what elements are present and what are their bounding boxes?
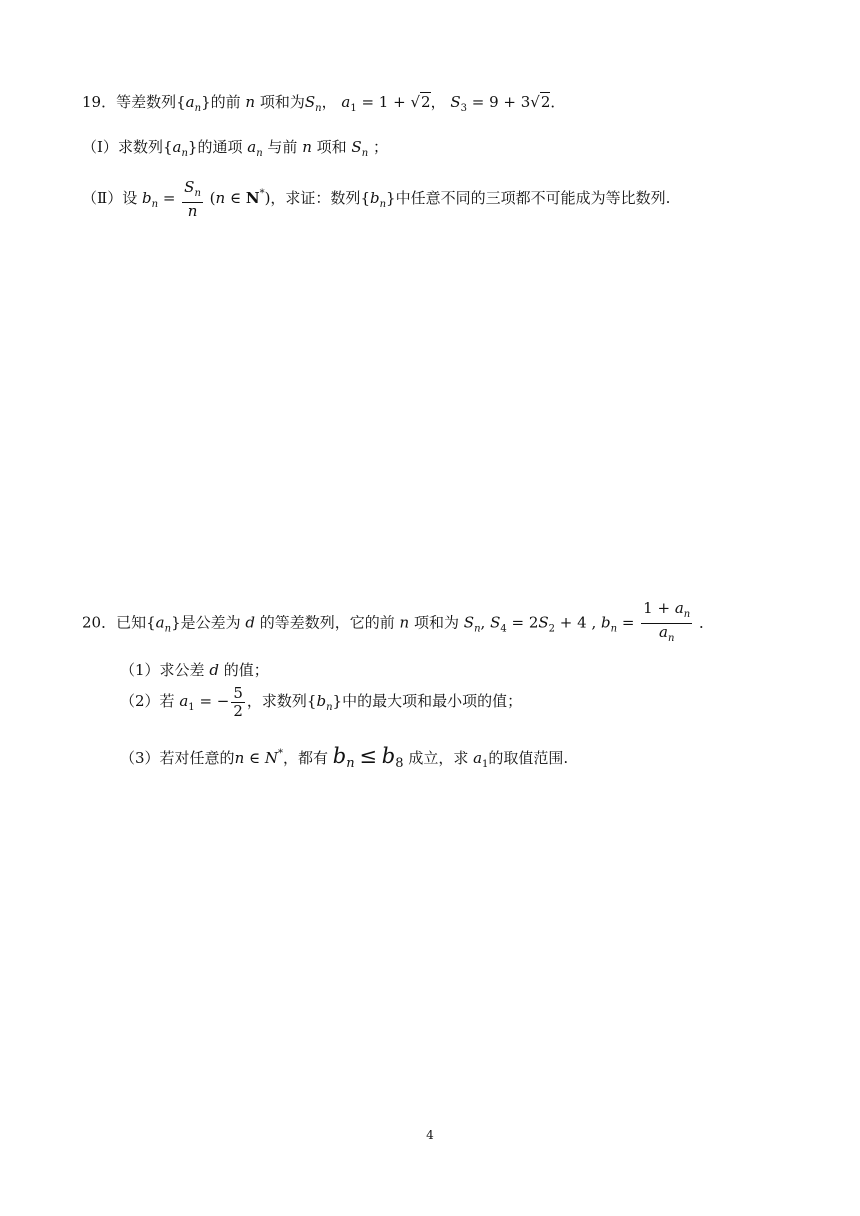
problem-19-stem: 19．等差数列$\{a_n\}$的前 n 项和为$S_n$， $a_1 = 1 + √2$， $S_3 = 9 + 3√2$．: [82, 93, 566, 114]
problem-19-part-1: （Ⅰ）求数列$\{a_n\}$的通项 $a_n$ 与前 n 项和 $S_n$ ；: [82, 138, 388, 159]
problem-20-q2: （2）若 $a_1$ = − $\frac{5}{2}$ ，求数列$\{b_n\}$中的最大项和最小项的值；: [120, 683, 523, 720]
fraction-sn-over-n: $\frac{S_n}{n}$: [184, 177, 201, 220]
problem-20-stem: 20．已知$\{a_n\}$是公差为 d 的等差数列，它的前 n 项和为 $S_n$, $S_4 = 2S_2 + 4$ , $b_n$ = $\frac{1 + a_n}{a_n}$ ．: [82, 600, 714, 650]
problem-number: 20．: [82, 613, 117, 632]
fraction-five-halves: $\frac{5}{2}$: [233, 683, 243, 720]
problem-20-q3: （3）若对任意的n ∈ N*，都有 bn ≤ b8 成立，求 $a_1$的取值范围.: [120, 744, 569, 771]
fraction-bn: $\frac{1 + a_n}{a_n}$: [643, 599, 691, 644]
problem-19-part-2: （Ⅱ）设 $b_n$ = $\frac{S_n}{n}$ (n ∈ N*)，求证：数列$\{b_n\}$中任意不同的三项都不可能成为等比数列.: [82, 177, 671, 220]
page-number: 4: [426, 1128, 434, 1142]
problem-20-q1: （1）求公差 d 的值；: [120, 661, 269, 679]
problem-number: 19．: [82, 93, 117, 111]
